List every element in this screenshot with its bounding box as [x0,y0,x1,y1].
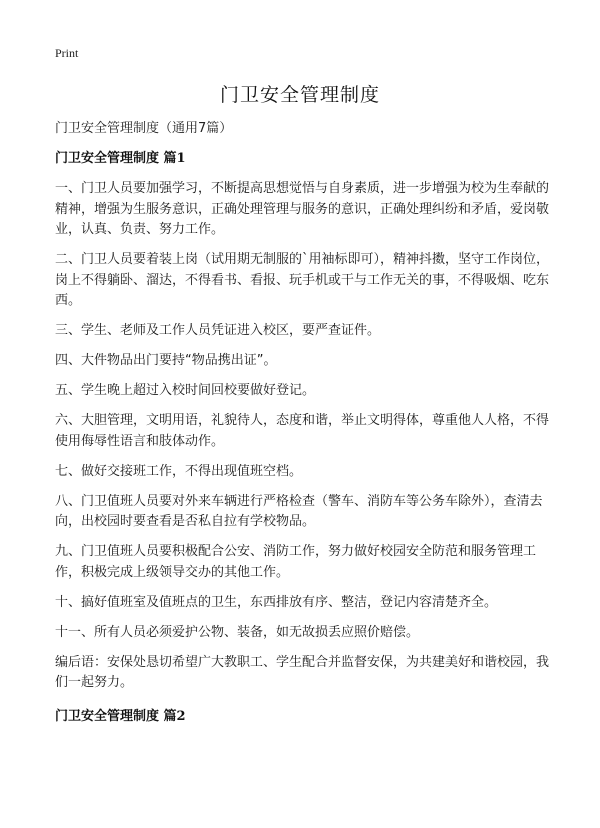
document-subtitle: 门卫安全管理制度（通用7篇） [55,121,233,136]
paragraph-2: 二、门卫人员要着装上岗（试用期无制服的`用袖标即可），精神抖擞，坚守工作岗位，岗上不得躺卧、溜达，不得看书、看报、玩手机或干与工作无关的事，不得吸烟、吃东西。 [55,252,550,308]
paragraph-1: 一、门卫人员要加强学习，不断提高思想觉悟与自身素质，进一步增强为校为生奉献的精神，增强为生服务意识，正确处理管理与服务的意识，正确处理纠纷和矛盾，爱岗敬业，认真、负责、努力工作。 [55,181,550,237]
paragraph-7: 七、做好交接班工作，不得出现值班空档。 [55,463,303,479]
paragraph-10: 十、搞好值班室及值班点的卫生，东西排放有序、整洁，登记内容清楚齐全。 [55,594,498,610]
print-label: Print [55,46,79,60]
section-heading-1: 门卫安全管理制度 篇1 [55,151,186,166]
paragraph-3: 三、学生、老师及工作人员凭证进入校区，要严查证件。 [55,323,381,338]
paragraph-6: 六、大胆管理，文明用语，礼貌待人，态度和谐，举止文明得体，尊重他人人格，不得使用侮辱性语言和肢体动作。 [55,413,550,449]
paragraph-4: 四、大件物品出门要持“物品携出证”。 [55,353,277,368]
section-heading-2: 门卫安全管理制度 篇2 [55,708,186,724]
paragraph-11: 十一、所有人员必须爱护公物、装备，如无故损丢应照价赔偿。 [55,624,420,640]
document-body [55,120,560,737]
paragraph-5: 五、学生晚上超过入校时间回校要做好登记。 [55,383,316,398]
page-title: 门卫安全管理制度 [219,84,380,106]
paragraph-9: 九、门卫值班人员要积极配合公安、消防工作，努力做好校园安全防范和服务管理工作，积极完成上级领导交办的其他工作。 [55,544,537,580]
paragraph-8: 八、门卫值班人员要对外来车辆进行严格检查（警车、消防车等公务车除外），查清去向，出校园时要查看是否私自拉有学校物品。 [55,493,543,529]
editor-note: 编后语：安保处恳切希望广大教职工、学生配合并监督安保，为共建美好和谐校园，我们一起努力。 [55,654,550,690]
